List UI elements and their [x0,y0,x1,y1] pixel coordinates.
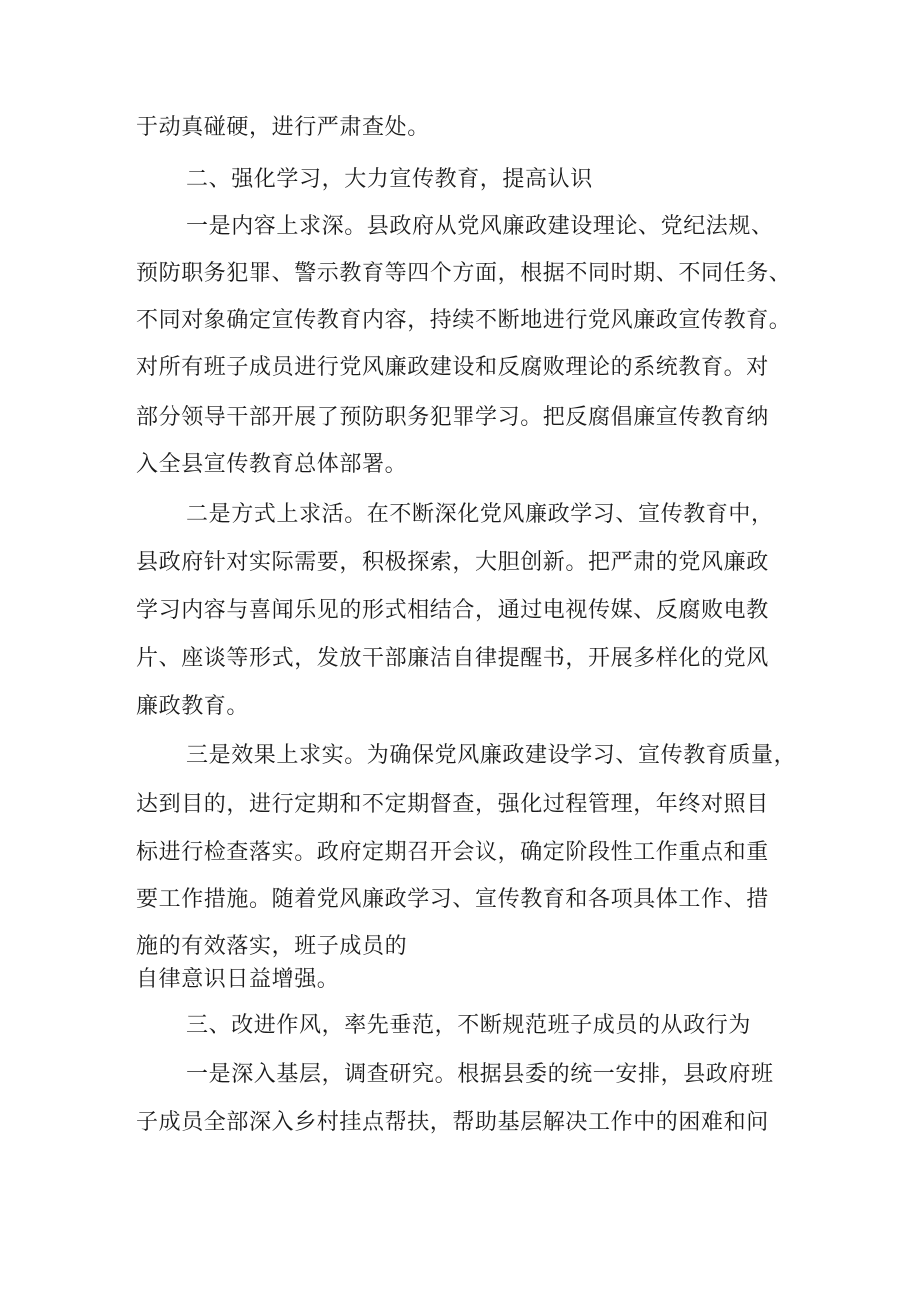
text-line: 子成员全部深入乡村挂点帮扶，帮助基层解决工作中的困难和问 [136,1110,769,1135]
text-line: 一是内容上求深。县政府从党风廉政建设理论、党纪法规、 [186,214,774,239]
text-line: 自律意识日益增强。 [136,967,340,992]
section-heading: 三、改进作风，率先垂范，不断规范班子成员的从政行为 [186,1013,752,1038]
text-line: 达到目的，进行定期和不定期督查，强化过程管理，年终对照目 [136,792,769,817]
text-line: 部分领导干部开展了预防职务犯罪学习。把反腐倡廉宣传教育纳 [136,405,769,430]
text-line: 要工作措施。随着党风廉政学习、宣传教育和各项具体工作、措 [136,887,769,912]
text-line: 于动真碰硬，进行严肃查处。 [136,115,430,140]
text-line: 县政府针对实际需要，积极探索，大胆创新。把严肃的党风廉政 [136,550,769,575]
text-line: 廉政教育。 [136,694,250,719]
text-line: 施的有效落实，班子成员的 [136,934,408,959]
text-line: 三是效果上求实。为确保党风廉政建设学习、宣传教育质量， [186,743,797,768]
text-line: 片、座谈等形式，发放干部廉洁自律提醒书，开展多样化的党风 [136,646,769,671]
text-line: 一是深入基层，调查研究。根据县委的统一安排，县政府班 [186,1062,774,1087]
text-line: 入全县宣传教育总体部署。 [136,452,408,477]
text-line: 学习内容与喜闻乐见的形式相结合，通过电视传媒、反腐败电教 [136,598,769,623]
text-line: 对所有班子成员进行党风廉政建设和反腐败理论的系统教育。对 [136,355,769,380]
text-line: 不同对象确定宣传教育内容，持续不断地进行党风廉政宣传教育。 [136,308,792,333]
section-heading: 二、强化学习，大力宣传教育，提高认识 [186,167,593,192]
text-line: 二是方式上求活。在不断深化党风廉政学习、宣传教育中， [186,502,774,527]
text-line: 预防职务犯罪、警示教育等四个方面，根据不同时期、不同任务、 [136,261,792,286]
text-line: 标进行检查落实。政府定期召开会议，确定阶段性工作重点和重 [136,840,769,865]
